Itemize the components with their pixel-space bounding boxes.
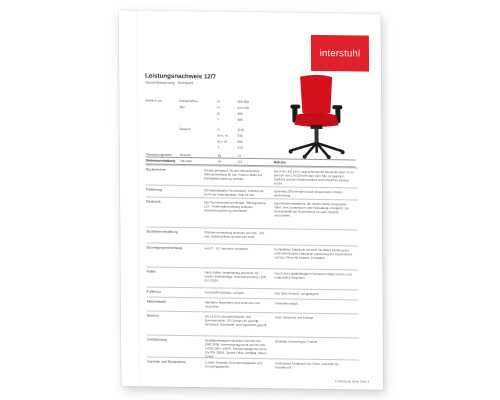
document-title: Leistungsnachweis 12/7 bbox=[145, 72, 217, 81]
measure-key: B m. Al. bbox=[217, 133, 229, 138]
property-description: Qualitätsmanagementsystem DIN EN ISO 9001:2008. Umweltmanagement DIN EN ISO 14001:2004. EMAS. Energiemanagement DIN EN ISO 50001. Quality Office Zertifikat. Blauer Engel. bbox=[204, 338, 267, 359]
measure-value: 670 bbox=[237, 145, 243, 150]
document-subtitle: Gesamtbewertung · Drehstuhl bbox=[145, 80, 194, 86]
property-name: Materialwahl bbox=[146, 299, 166, 304]
property-note: Kompatibles Sattelbein mit einer 3D-Stand Dichtung des Interstuhl Modells. Natürliche Anpassung der Rückenlehne und des Sitzes für bessere Zirkulation. bbox=[274, 247, 353, 261]
property-note: Optimales Sitzverhalten durch anatomische Polster-abstimmung. bbox=[273, 189, 343, 198]
measure-key: H bbox=[217, 127, 220, 132]
measure-key: B bbox=[217, 111, 220, 116]
measure-key: B o. Al. bbox=[217, 139, 228, 144]
property-description: Von 0° - 10° stufenlos verstellbar. bbox=[204, 246, 249, 251]
property-description: Synchronmechanik arretierbar, Öffnungswinkel 115°, Federkraftverstellung stufenlos, Gewichtsregulierung vereinfacht. bbox=[204, 200, 267, 213]
measure-value: 21 bbox=[237, 153, 242, 158]
brand-logo-text: interstuhl bbox=[319, 47, 361, 60]
property-note: Das hohe Gewicht, Langlebigkeit. bbox=[274, 291, 320, 296]
measure-value: 410-510 bbox=[237, 105, 250, 110]
property-note: Der in der EN 1335 vorgeschriebenen Mindestbereich 'H' im Bereich von 170-220 mm über dem Sitz, ist gegeben. Dadurch wird der Bedienkomfort und komplettes Rücken erzielt. bbox=[273, 169, 354, 186]
property-name: Polsterung bbox=[145, 187, 163, 192]
measure-key: T bbox=[217, 117, 220, 122]
measure-value: 480 bbox=[237, 111, 243, 116]
measure-key: T bbox=[217, 145, 220, 150]
measure-key: m³ bbox=[217, 159, 222, 164]
property-note: Hohe Sicherheit und Komfort. bbox=[274, 315, 315, 320]
measure-group: Volumen bbox=[179, 159, 193, 164]
section-left-label: Serienausstattung bbox=[145, 158, 176, 163]
property-note: Umweltfreundlich. bbox=[274, 301, 299, 306]
property-name: Fußkreuz bbox=[146, 289, 161, 294]
page-fold-shadow bbox=[137, 10, 141, 386]
property-description: Sitzhöhenverstellung stufenlos von 410 - 510 mm, Gasdruckfeder gemäß DIN 4550. bbox=[204, 230, 265, 240]
measure-key: H bbox=[217, 99, 220, 104]
measure-key: kg bbox=[217, 153, 222, 158]
property-name: Mechanik bbox=[146, 199, 161, 204]
measure-value: 1150 bbox=[237, 127, 245, 132]
property-description: EN 1335 für Büroarbeitsstühle und Bürodrehstühle. GS-Zeichen für geprüfte Sicherheit. Schadstoff- und Ergonomie geprüft. bbox=[204, 314, 268, 328]
property-row bbox=[146, 197, 358, 231]
property-name: Zertifizierung bbox=[146, 337, 167, 342]
property-note bbox=[274, 231, 354, 232]
chair-illustration bbox=[276, 72, 357, 159]
measure-value: 0,3 bbox=[237, 159, 243, 164]
property-description: Kunststoff-Fußkreuz, schwarz. bbox=[204, 290, 246, 295]
property-name: Sitzhöhenverstellung bbox=[146, 229, 178, 234]
brand-logo bbox=[311, 35, 369, 72]
property-row bbox=[147, 357, 359, 375]
measure-group: Gewicht bbox=[179, 153, 192, 158]
property-name: Sitzneigungsverstellung bbox=[146, 245, 183, 251]
property-description: Sitzmaterialstärke Formschaum, PUR/M und Gurte bei Kastenausbau. Stop 16 mm. bbox=[203, 188, 264, 198]
measure-value: 480 bbox=[237, 117, 243, 122]
property-note: Synchronmechanismus, der mittels Gleiter an gesamte Fahrt, eine Dynamische oder Sitzhaltung ermöglicht. Die Rückstellkraft der Rückenlehne ist nach Gewicht einzustellen. bbox=[274, 201, 350, 218]
measure-value: 690 bbox=[237, 139, 243, 144]
measure-label: Verpackungsdaten bbox=[145, 152, 173, 157]
measure-value: 690 bbox=[237, 133, 243, 138]
property-description: Sämtliche Materialien sind sortenrein und recycelbar. bbox=[204, 300, 260, 309]
property-description: Rücken gebolstert, 30 mm. Rückenlehnen-Höheneinstellung 60 mm, Rücken Mittel mit Kontaktfedersatzung, schwarz bbox=[203, 168, 262, 181]
property-note: Durch den Lastabhängigen Gebrauch erfolgt sicheres und ungewolltes Wegrollen. bbox=[274, 271, 352, 280]
property-name: Normen bbox=[146, 313, 159, 318]
measure-key: H bbox=[217, 105, 220, 110]
property-note: Qualitativ hochwertiges Produkt. bbox=[274, 339, 319, 344]
section-right-label: Notizen bbox=[273, 160, 286, 165]
measure-group: Rückenlehne bbox=[179, 98, 198, 104]
footer-note: Fortsetzung siehe Seite 2 bbox=[335, 379, 370, 384]
measure-group: Gesamt bbox=[179, 126, 191, 132]
measure-label: Maße in cm bbox=[145, 98, 162, 103]
property-name: Rollen bbox=[146, 269, 157, 274]
property-name: Rückenlehne bbox=[145, 167, 166, 172]
property-description: Harte Rollen, lastabhängig gebremst, für weiche Bodenbeläge, Rollendurchmesser DIN EN 12529. bbox=[204, 270, 266, 283]
datasheet-page bbox=[119, 10, 384, 390]
property-name: Garantie und Rücknahme bbox=[147, 359, 186, 365]
property-note: Kostenloser Austausch von Teilen, innerhalb der Garantiezeit. bbox=[275, 361, 340, 370]
property-description: 5 Jahre Garantie, Rücknahmegarantie und Recyclinggarantie. bbox=[205, 360, 262, 369]
measure-group: Sitz bbox=[179, 104, 185, 110]
measure-value: 560-650 bbox=[237, 99, 250, 104]
